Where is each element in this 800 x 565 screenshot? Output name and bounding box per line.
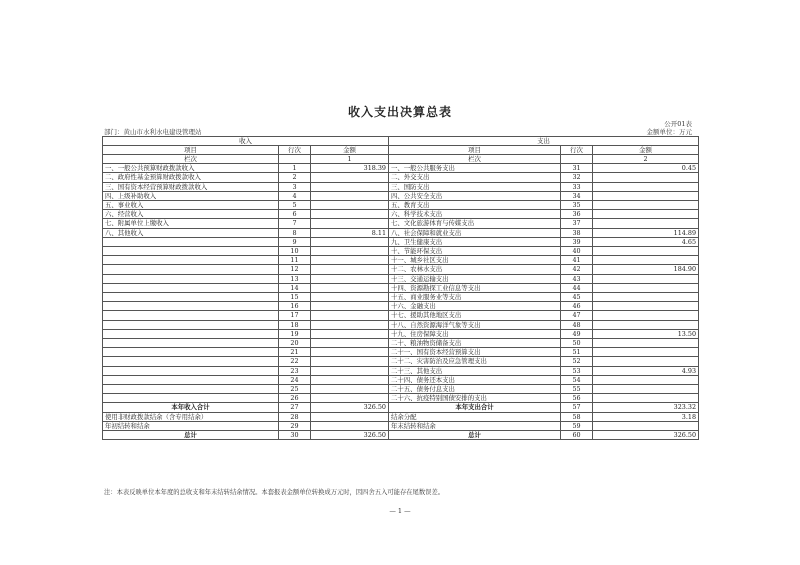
total-row [103, 421, 699, 430]
ex-item-cell: 二十一、国有资本经营预算支出 [389, 348, 561, 357]
in-amt-cell: 8.11 [311, 228, 389, 237]
table-row [103, 357, 699, 366]
ex-item-cell: 二十四、债务还本支出 [389, 375, 561, 384]
ex-item-cell: 五、教育支出 [389, 200, 561, 209]
in-amt-cell: 326.50 [311, 403, 389, 412]
ex-item-cell: 十六、金融支出 [389, 302, 561, 311]
ex-row-cell: 34 [561, 191, 593, 200]
in-item-cell [103, 329, 279, 338]
ex-amt-cell: 13.50 [593, 329, 699, 338]
in-amt-cell [311, 329, 389, 338]
ex-row-cell: 32 [561, 173, 593, 182]
in-row-cell: 9 [279, 237, 311, 246]
in-row-cell: 28 [279, 412, 311, 421]
in-item-cell [103, 237, 279, 246]
income-column-label: 栏次 [103, 154, 279, 163]
ex-item-cell: 二十、粮油物资储备支出 [389, 338, 561, 347]
ex-amt-cell [593, 302, 699, 311]
in-row-cell: 25 [279, 384, 311, 393]
in-item-cell: 三、国有资本经营预算财政拨款收入 [103, 182, 279, 191]
ex-row-cell: 35 [561, 200, 593, 209]
in-amt-cell [311, 348, 389, 357]
in-amt-cell: 318.39 [311, 164, 389, 173]
table-row [103, 210, 699, 219]
ex-amt-cell [593, 219, 699, 228]
in-row-cell: 30 [279, 431, 311, 440]
in-amt-cell [311, 237, 389, 246]
in-row-cell: 22 [279, 357, 311, 366]
ex-item-cell: 结余分配 [389, 412, 561, 421]
in-item-cell [103, 394, 279, 403]
ex-item-cell: 七、文化旅游体育与传媒支出 [389, 219, 561, 228]
expense-row-header: 行次 [561, 145, 593, 154]
ex-amt-cell [593, 338, 699, 347]
in-row-cell: 18 [279, 320, 311, 329]
ex-amt-cell: 4.93 [593, 366, 699, 375]
table-row [103, 366, 699, 375]
ex-item-cell: 六、科学技术支出 [389, 210, 561, 219]
table-row [103, 384, 699, 393]
in-item-cell [103, 256, 279, 265]
ex-amt-cell: 3.18 [593, 412, 699, 421]
ex-row-cell: 53 [561, 366, 593, 375]
expense-column-label: 栏次 [389, 154, 561, 163]
ex-item-cell: 二十三、其他支出 [389, 366, 561, 375]
table-row [103, 219, 699, 228]
ex-amt-cell: 326.50 [593, 431, 699, 440]
in-amt-cell [311, 421, 389, 430]
ex-item-cell: 年末结转和结余 [389, 421, 561, 430]
in-item-cell: 一、一般公共预算财政拨款收入 [103, 164, 279, 173]
in-row-cell: 21 [279, 348, 311, 357]
income-header: 收入 [103, 136, 389, 145]
in-amt-cell [311, 366, 389, 375]
in-row-cell: 2 [279, 173, 311, 182]
table-row [103, 265, 699, 274]
in-row-cell: 5 [279, 200, 311, 209]
ex-item-cell: 总计 [389, 431, 561, 440]
page-number: — 1 — [389, 507, 411, 515]
ex-row-cell: 55 [561, 384, 593, 393]
in-amt-cell [311, 375, 389, 384]
unit-label: 金额单位：万元 [646, 128, 692, 136]
in-amt-cell [311, 173, 389, 182]
table-row [103, 237, 699, 246]
in-amt-cell [311, 246, 389, 255]
ex-item-cell: 十八、自然资源海洋气象等支出 [389, 320, 561, 329]
ex-item-cell: 四、公共安全支出 [389, 191, 561, 200]
table-row [103, 329, 699, 338]
in-amt-cell [311, 412, 389, 421]
in-row-cell: 13 [279, 274, 311, 283]
ex-amt-cell: 114.89 [593, 228, 699, 237]
in-amt-cell [311, 210, 389, 219]
ex-row-cell: 48 [561, 320, 593, 329]
in-row-cell: 10 [279, 246, 311, 255]
ex-item-cell: 二十六、抗疫特别国债安排的支出 [389, 394, 561, 403]
expense-amount-header: 金额 [593, 145, 699, 154]
in-item-cell [103, 292, 279, 301]
ex-row-cell: 45 [561, 292, 593, 301]
ex-row-cell: 59 [561, 421, 593, 430]
ex-item-cell: 本年支出合计 [389, 403, 561, 412]
report-title: 收入支出决算总表 [347, 105, 452, 119]
in-amt-cell [311, 302, 389, 311]
in-amt-cell [311, 265, 389, 274]
ex-amt-cell: 0.45 [593, 164, 699, 173]
in-row-cell: 23 [279, 366, 311, 375]
in-amt-cell [311, 219, 389, 228]
ex-item-cell: 一、一般公共服务支出 [389, 164, 561, 173]
in-item-cell: 使用非财政拨款结余（含专用结余） [103, 412, 279, 421]
in-row-cell: 15 [279, 292, 311, 301]
expense-header: 支出 [389, 136, 699, 145]
ex-row-cell: 31 [561, 164, 593, 173]
ex-amt-cell [593, 292, 699, 301]
ex-row-cell: 36 [561, 210, 593, 219]
in-item-cell: 本年收入合计 [103, 403, 279, 412]
ex-row-cell: 58 [561, 412, 593, 421]
in-row-cell: 6 [279, 210, 311, 219]
table-row [103, 375, 699, 384]
in-row-cell: 11 [279, 256, 311, 265]
expense-column-label-blank [561, 154, 593, 163]
in-item-cell: 总计 [103, 431, 279, 440]
ex-amt-cell [593, 173, 699, 182]
table-header-row-3 [103, 154, 699, 163]
ex-row-cell: 41 [561, 256, 593, 265]
ex-amt-cell: 4.65 [593, 237, 699, 246]
ex-item-cell: 十三、交通运输支出 [389, 274, 561, 283]
in-item-cell [103, 302, 279, 311]
table-row [103, 164, 699, 173]
ex-item-cell: 十四、资源勘探工业信息等支出 [389, 283, 561, 292]
in-row-cell: 19 [279, 329, 311, 338]
in-item-cell [103, 338, 279, 347]
ex-amt-cell [593, 311, 699, 320]
in-row-cell: 16 [279, 302, 311, 311]
ex-item-cell: 十九、住房保障支出 [389, 329, 561, 338]
in-row-cell: 14 [279, 283, 311, 292]
table-row [103, 173, 699, 182]
table-row [103, 228, 699, 237]
ex-row-cell: 43 [561, 274, 593, 283]
ex-row-cell: 40 [561, 246, 593, 255]
table-row [103, 283, 699, 292]
table-row [103, 274, 699, 283]
in-item-cell [103, 320, 279, 329]
in-row-cell: 26 [279, 394, 311, 403]
in-item-cell: 六、经营收入 [103, 210, 279, 219]
in-amt-cell [311, 182, 389, 191]
ex-amt-cell [593, 210, 699, 219]
income-column-number: 1 [311, 154, 389, 163]
in-amt-cell [311, 320, 389, 329]
ex-item-cell: 九、卫生健康支出 [389, 237, 561, 246]
in-amt-cell [311, 384, 389, 393]
table-row [103, 311, 699, 320]
table-row [103, 246, 699, 255]
ex-row-cell: 38 [561, 228, 593, 237]
ex-row-cell: 49 [561, 329, 593, 338]
income-amount-header: 金额 [311, 145, 389, 154]
total-row [103, 431, 699, 440]
in-row-cell: 12 [279, 265, 311, 274]
in-item-cell: 年初结转和结余 [103, 421, 279, 430]
in-amt-cell [311, 357, 389, 366]
in-amt-cell [311, 256, 389, 265]
table-row [103, 292, 699, 301]
ex-amt-cell: 323.32 [593, 403, 699, 412]
in-row-cell: 3 [279, 182, 311, 191]
ex-amt-cell [593, 421, 699, 430]
table-header-row-2 [103, 145, 699, 154]
table-row [103, 348, 699, 357]
in-amt-cell [311, 292, 389, 301]
footnote: 注：本表反映单位本年度的总收支和年末结转结余情况。本套报表金额单位转换成万元时，因四舍五入可能存在尾数误差。 [104, 489, 445, 496]
table-header-row-1 [103, 136, 699, 145]
in-item-cell [103, 283, 279, 292]
in-amt-cell [311, 311, 389, 320]
ex-row-cell: 46 [561, 302, 593, 311]
income-expense-table [102, 136, 699, 441]
ex-row-cell: 51 [561, 348, 593, 357]
in-amt-cell [311, 283, 389, 292]
ex-amt-cell [593, 200, 699, 209]
in-amt-cell [311, 338, 389, 347]
in-item-cell: 四、上级补助收入 [103, 191, 279, 200]
expense-column-number: 2 [593, 154, 699, 163]
income-column-label-blank [279, 154, 311, 163]
ex-row-cell: 44 [561, 283, 593, 292]
ex-row-cell: 47 [561, 311, 593, 320]
in-row-cell: 7 [279, 219, 311, 228]
in-amt-cell [311, 191, 389, 200]
in-row-cell: 27 [279, 403, 311, 412]
department-label: 部门：黄山市水利水电建设管理站 [104, 128, 202, 136]
ex-row-cell: 37 [561, 219, 593, 228]
in-item-cell: 五、事业收入 [103, 200, 279, 209]
ex-amt-cell: 184.90 [593, 265, 699, 274]
ex-row-cell: 60 [561, 431, 593, 440]
ex-item-cell: 二十五、债务付息支出 [389, 384, 561, 393]
ex-amt-cell [593, 283, 699, 292]
table-body [103, 136, 699, 440]
in-item-cell [103, 246, 279, 255]
in-item-cell: 二、政府性基金预算财政拨款收入 [103, 173, 279, 182]
in-item-cell [103, 348, 279, 357]
expense-item-header: 项目 [389, 145, 561, 154]
ex-row-cell: 57 [561, 403, 593, 412]
ex-amt-cell [593, 348, 699, 357]
ex-row-cell: 56 [561, 394, 593, 403]
total-row [103, 412, 699, 421]
ex-item-cell: 十七、援助其他地区支出 [389, 311, 561, 320]
in-row-cell: 1 [279, 164, 311, 173]
table-row [103, 338, 699, 347]
ex-amt-cell [593, 384, 699, 393]
in-item-cell [103, 366, 279, 375]
in-row-cell: 4 [279, 191, 311, 200]
ex-amt-cell [593, 182, 699, 191]
table-row [103, 394, 699, 403]
in-row-cell: 8 [279, 228, 311, 237]
table-row [103, 256, 699, 265]
ex-row-cell: 52 [561, 357, 593, 366]
ex-row-cell: 50 [561, 338, 593, 347]
table-row [103, 320, 699, 329]
total-row [103, 403, 699, 412]
in-row-cell: 29 [279, 421, 311, 430]
ex-item-cell: 十二、农林水支出 [389, 265, 561, 274]
ex-amt-cell [593, 320, 699, 329]
in-row-cell: 17 [279, 311, 311, 320]
ex-amt-cell [593, 375, 699, 384]
ex-amt-cell [593, 394, 699, 403]
in-item-cell [103, 357, 279, 366]
ex-item-cell: 三、国防支出 [389, 182, 561, 191]
ex-row-cell: 33 [561, 182, 593, 191]
table-row [103, 182, 699, 191]
in-item-cell: 八、其他收入 [103, 228, 279, 237]
ex-row-cell: 54 [561, 375, 593, 384]
ex-amt-cell [593, 191, 699, 200]
ex-amt-cell [593, 274, 699, 283]
ex-item-cell: 二、外交支出 [389, 173, 561, 182]
table-row [103, 191, 699, 200]
table-row [103, 302, 699, 311]
ex-item-cell: 二十二、灾害防治及应急管理支出 [389, 357, 561, 366]
ex-item-cell: 八、社会保障和就业支出 [389, 228, 561, 237]
in-amt-cell [311, 200, 389, 209]
in-amt-cell [311, 394, 389, 403]
income-item-header: 项目 [103, 145, 279, 154]
in-amt-cell [311, 274, 389, 283]
in-item-cell: 七、附属单位上缴收入 [103, 219, 279, 228]
income-row-header: 行次 [279, 145, 311, 154]
in-item-cell [103, 375, 279, 384]
ex-row-cell: 42 [561, 265, 593, 274]
ex-amt-cell [593, 246, 699, 255]
ex-item-cell: 十一、城乡社区支出 [389, 256, 561, 265]
in-item-cell [103, 311, 279, 320]
ex-item-cell: 十、节能环保支出 [389, 246, 561, 255]
table-row [103, 200, 699, 209]
ex-amt-cell [593, 256, 699, 265]
in-item-cell [103, 274, 279, 283]
in-item-cell [103, 384, 279, 393]
ex-amt-cell [593, 357, 699, 366]
ex-row-cell: 39 [561, 237, 593, 246]
in-row-cell: 20 [279, 338, 311, 347]
ex-item-cell: 十五、商业服务业等支出 [389, 292, 561, 301]
in-row-cell: 24 [279, 375, 311, 384]
in-amt-cell: 326.50 [311, 431, 389, 440]
form-code: 公开01表 [664, 120, 692, 128]
in-item-cell [103, 265, 279, 274]
